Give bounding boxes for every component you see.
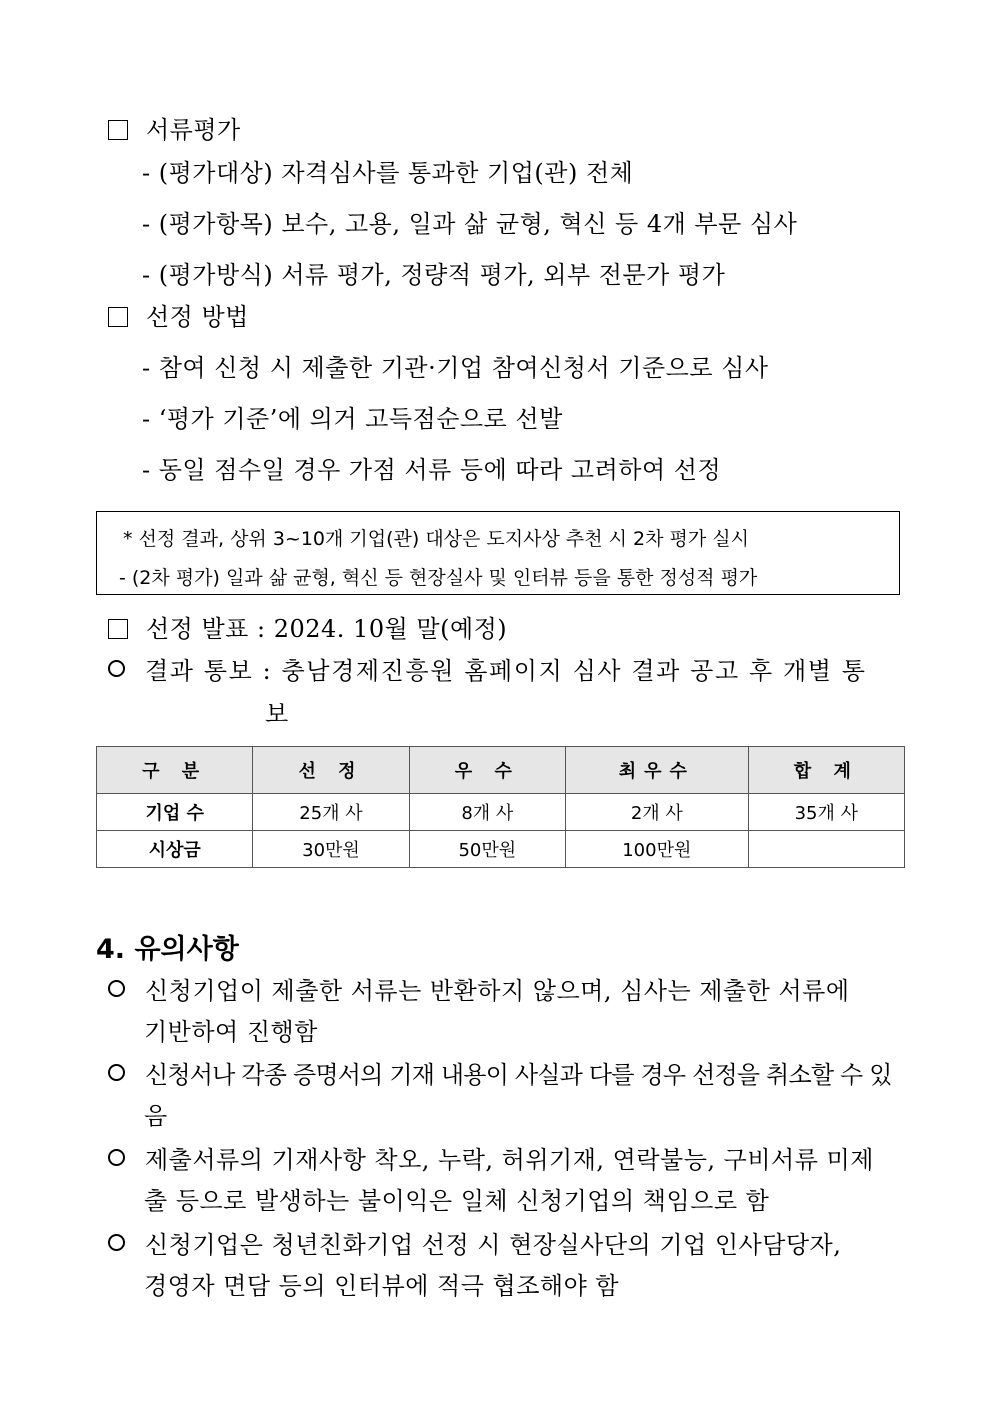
table-header: 구 분: [97, 747, 253, 794]
selection-item: - 참여 신청 시 제출한 기관·기업 참여신청서 기준으로 심사: [142, 354, 769, 382]
notification: 결과 통보 : 충남경제진흥원 홈페이지 심사 결과 공고 후 개별 통: [108, 656, 867, 686]
table-header-row: [97, 747, 905, 794]
review-item: - (평가방식) 서류 평가, 정량적 평가, 외부 전문가 평가: [142, 261, 726, 289]
announcement: 선정 발표 : 2024. 10월 말(예정): [108, 614, 507, 644]
table-row: [97, 794, 905, 831]
section4-heading: 4. 유의사항: [96, 934, 239, 965]
table-header: 최우수: [565, 747, 748, 794]
square-bullet-icon: [108, 120, 128, 140]
table-cell: 시상금: [97, 831, 253, 868]
table-cell: 30만원: [253, 831, 409, 868]
square-bullet-icon: [108, 619, 128, 639]
award-table: [96, 746, 905, 868]
review-item: - (평가항목) 보수, 고용, 일과 삶 균형, 혁신 등 4개 부문 심사: [142, 210, 798, 238]
caution-item: 신청기업은 청년친화기업 선정 시 현장실사단의 기업 인사담당자,: [108, 1230, 841, 1260]
circle-bullet-icon: [108, 980, 125, 997]
note-line-2: - (2차 평가) 일과 삶 균형, 혁신 등 현장실사 및 인터뷰 등을 통한 정성적 평가: [119, 567, 758, 589]
caution-item-continued: 음: [144, 1102, 168, 1130]
caution-item: 제출서류의 기재사항 착오, 누락, 허위기재, 연락불능, 구비서류 미제: [108, 1145, 874, 1175]
table-header: 선 정: [253, 747, 409, 794]
table-cell: 50만원: [409, 831, 565, 868]
table-row: [97, 831, 905, 868]
notification-continued: 보: [265, 700, 289, 728]
caution-item-continued: 출 등으로 발생하는 불이익은 일체 신청기업의 책임으로 함: [144, 1187, 770, 1215]
square-bullet-icon: [108, 307, 128, 327]
selection-item: - 동일 점수일 경우 가점 서류 등에 따라 고려하여 선정: [142, 456, 722, 484]
section-selection-heading: 선정 방법: [108, 302, 249, 332]
table-cell: 35개 사: [748, 794, 904, 831]
circle-bullet-icon: [108, 1149, 125, 1166]
review-item: - (평가대상) 자격심사를 통과한 기업(관) 전체: [142, 159, 634, 187]
caution-item: 신청서나 각종 증명서의 기재 내용이 사실과 다를 경우 선정을 취소할 수 있: [108, 1060, 892, 1090]
circle-bullet-icon: [108, 660, 125, 677]
circle-bullet-icon: [108, 1234, 125, 1251]
caution-item-continued: 기반하여 진행함: [144, 1018, 318, 1046]
table-header: 합 계: [748, 747, 904, 794]
note-line-1: * 선정 결과, 상위 3~10개 기업(관) 대상은 도지사상 추천 시 2차 평가 실시: [123, 528, 749, 550]
table-cell: 2개 사: [565, 794, 748, 831]
selection-item: - ‘평가 기준’에 의거 고득점순으로 선발: [142, 405, 563, 433]
table-cell: 8개 사: [409, 794, 565, 831]
table-cell: 25개 사: [253, 794, 409, 831]
caution-item: 신청기업이 제출한 서류는 반환하지 않으며, 심사는 제출한 서류에: [108, 976, 850, 1006]
section-review-heading: 서류평가: [108, 115, 241, 145]
circle-bullet-icon: [108, 1064, 125, 1081]
table-cell: [748, 831, 904, 868]
caution-item-continued: 경영자 면담 등의 인터뷰에 적극 협조해야 함: [144, 1272, 620, 1300]
table-cell: 100만원: [565, 831, 748, 868]
table-cell: 기업 수: [97, 794, 253, 831]
table-header: 우 수: [409, 747, 565, 794]
note-box: [96, 511, 900, 595]
